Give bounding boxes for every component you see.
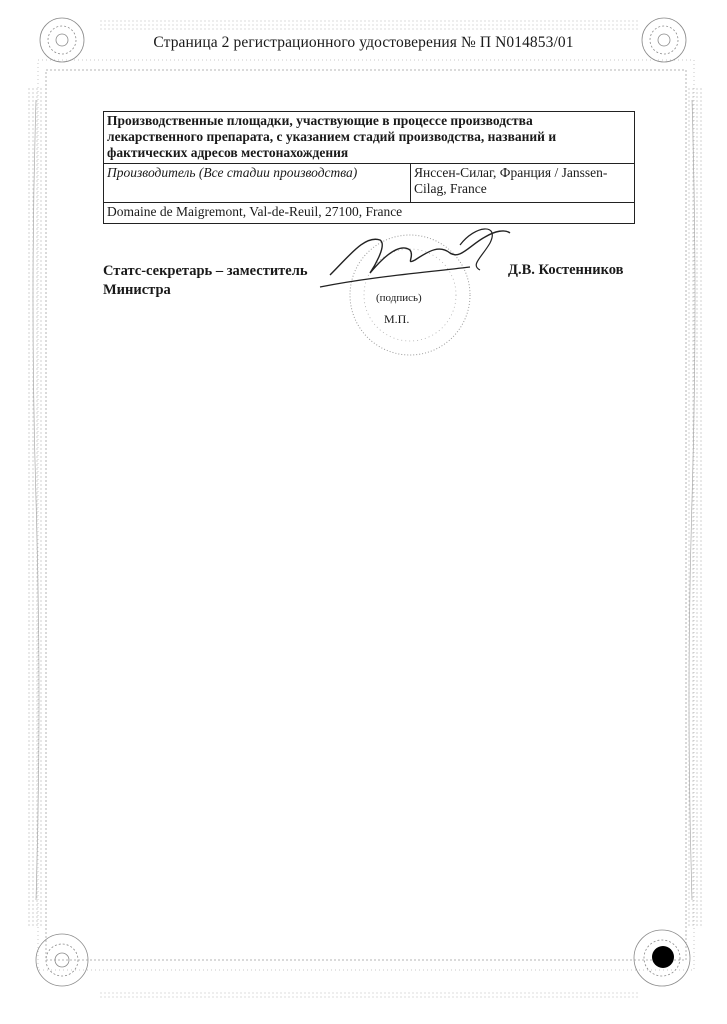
- signatory-name: Д.В. Костенников: [508, 262, 624, 278]
- table-heading: Производственные площадки, участвующие в процессе производства лекарственного препарата, с указанием стадий производства, названий и фактических адресов местонахождения: [104, 112, 635, 164]
- signature-caption: (подпись): [376, 292, 422, 304]
- page-title: Страница 2 регистрационного удостоверения № П N014853/01: [153, 34, 574, 51]
- manufacturer-company-cell: Янссен-Силаг, Франция / Janssen-Cilag, France: [411, 163, 635, 202]
- punch-hole-mark: [652, 946, 674, 968]
- signatory-position: Статс-секретарь – заместитель Министра: [103, 263, 308, 298]
- manufacturer-address-cell: Domaine de Maigremont, Val-de-Reuil, 27100, France: [104, 202, 635, 223]
- manufacturer-role-cell: Производитель (Все стадии производства): [104, 163, 411, 202]
- stamp-label: М.П.: [384, 312, 410, 326]
- production-sites-table: [103, 111, 635, 224]
